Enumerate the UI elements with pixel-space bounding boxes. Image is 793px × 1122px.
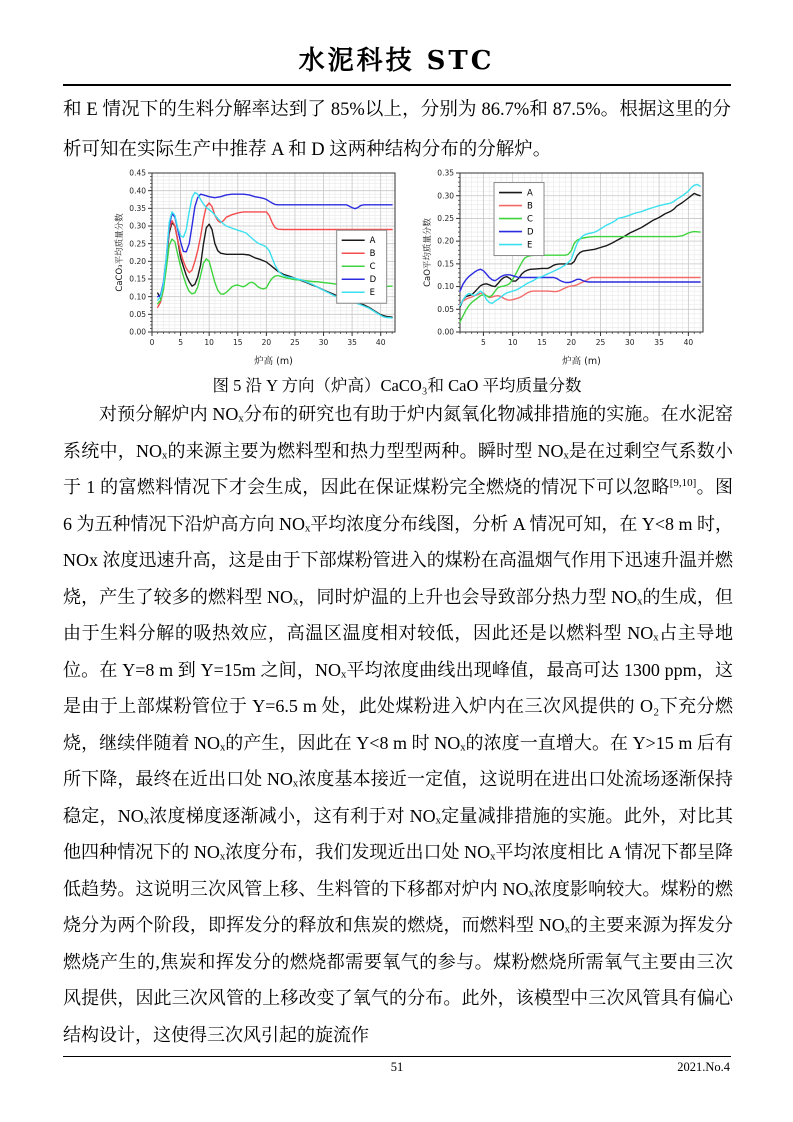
svg-text:0.25: 0.25 [437,214,454,224]
svg-text:C: C [369,262,376,273]
svg-text:E: E [527,240,533,251]
body-paragraph [63,396,733,1053]
cao-line-plot [420,166,712,368]
svg-text:D: D [527,227,534,238]
svg-text:0: 0 [149,338,155,347]
svg-text:E: E [369,288,376,299]
svg-text:0.05: 0.05 [129,309,146,319]
body-text-part2: 。图 6 为五种情况下沿炉高方向 NOₓ平均浓度分布线图，分析 A 情况可知，在 Y<8 m 时，NOx 浓度迅速升高，这是由于下部煤粉管进入的煤粉在高温烟气作用下迅速升温并燃烧，产生了较多的燃料型 NOₓ，同时炉温的上升也会导致部分热力型 NOₓ的生成，但由于生料分解的吸热效应，高温区温度相对较低，因此还是以燃料型 NOₓ占主导地位。在 Y=8 m 到 Y=15m 之间，NOₓ平均浓度曲线出现峰值，最高可达 1300 ppm，这是由于上部煤粉管位于 Y=6.5 m 处，此处煤粉进入炉内在三次风提供的 O₂下充分燃烧，继续伴随着 NOₓ的产生，因此在 Y<8 m 时 NOₓ的浓度一直增大。在 Y>15 m 后有所下降，最终在近出口处 NOₓ浓度基本接近一定值，这说明在进出口处流场逐渐保持稳定，NOₓ浓度梯度逐渐减小，这有利于对 NOₓ定量减排措施的实施。此外，对比其他四种情况下的 NOₓ浓度分布，我们发现近出口处 NOₓ平均浓度相比 A 情况下都呈降低趋势。这说明三次风管上移、生料管的下移都对炉内 NOₓ浓度影响较大。煤粉的燃烧分为两个阶段，即挥发分的释放和焦炭的燃烧，而燃料型 NOₓ的主要来源为挥发分燃烧产生的,焦炭和挥发分的燃烧都需要氧气的参与。煤粉燃烧所需氧气主要由三次风提供，因此三次风管的上移改变了氧气的分布。此外，该模型中三次风管具有偏心结构设计，这使得三次风引起的旋流作 [63,477,734,1045]
svg-text:0.25: 0.25 [129,239,146,249]
intro-paragraph: 和 E 情况下的生料分解率达到了 85%以上，分别为 86.7%和 87.5%。根据这里的分析可知在实际生产中推荐 A 和 D 这两种结构分布的分解炉。 [63,100,731,160]
figure5-caption: 图 5 沿 Y 方向（炉高）CaCO₃和 CaO 平均质量分数 [212,376,582,395]
svg-text:20: 20 [261,338,272,347]
svg-text:0.35: 0.35 [129,203,146,213]
svg-text:CaO平均质量分数: CaO平均质量分数 [423,218,433,287]
svg-text:0.40: 0.40 [129,186,146,196]
figure5 [112,166,712,368]
svg-text:40: 40 [683,338,694,347]
caco3-line-plot [112,166,404,368]
svg-text:30: 30 [318,338,329,347]
svg-text:炉高 (m): 炉高 (m) [562,356,601,367]
figure5-cao-chart [420,166,712,368]
svg-text:A: A [527,188,533,199]
svg-text:B: B [369,249,376,260]
svg-text:0.05: 0.05 [437,304,454,314]
svg-text:40: 40 [375,338,386,347]
svg-text:35: 35 [347,338,357,347]
svg-text:0.20: 0.20 [437,236,454,246]
issue-label: 2021.No.4 [677,1060,730,1074]
svg-text:0.35: 0.35 [437,168,454,178]
svg-text:0.45: 0.45 [129,168,146,178]
header-rule [63,84,731,86]
svg-text:0.15: 0.15 [129,274,146,284]
page-number: 51 [390,1060,404,1074]
svg-text:0.00: 0.00 [129,327,146,337]
svg-text:CaCO₃平均质量分数: CaCO₃平均质量分数 [115,213,125,292]
svg-text:5: 5 [481,338,486,347]
svg-text:15: 15 [232,338,243,347]
svg-text:25: 25 [595,338,606,347]
svg-text:10: 10 [204,338,214,347]
svg-text:D: D [369,275,377,286]
svg-text:0.10: 0.10 [129,292,146,302]
svg-text:25: 25 [290,338,300,347]
svg-text:A: A [369,236,376,247]
svg-text:0.30: 0.30 [129,221,146,231]
svg-text:20: 20 [566,338,577,347]
footer-rule [63,1056,731,1057]
svg-text:35: 35 [654,338,664,347]
svg-text:0.10: 0.10 [437,282,454,292]
svg-text:0.30: 0.30 [437,191,454,201]
svg-text:C: C [527,214,533,225]
citation-reference: [9,10] [669,477,697,489]
svg-text:10: 10 [507,338,518,347]
svg-text:15: 15 [537,338,547,347]
svg-text:B: B [527,201,533,212]
svg-text:5: 5 [178,338,183,347]
body-text-part1: 对预分解炉内 NOₓ分布的研究也有助于炉内氮氧化物减排措施的实施。在水泥窑系统中，NOₓ的来源主要为燃料型和热力型型两种。瞬时型 NOₓ是在过剩空气系数小于 1 的富燃料情况下才会生成，因此在保证煤粉完全燃烧的情况下可以忽略 [63,404,733,497]
svg-text:0.15: 0.15 [437,259,454,269]
figure5-caco3-chart [112,166,404,368]
journal-title: 水泥科技 STC [298,46,495,76]
svg-text:0.20: 0.20 [129,256,146,266]
svg-text:30: 30 [625,338,635,347]
svg-text:炉高 (m): 炉高 (m) [254,356,293,367]
svg-text:0.00: 0.00 [437,327,454,337]
